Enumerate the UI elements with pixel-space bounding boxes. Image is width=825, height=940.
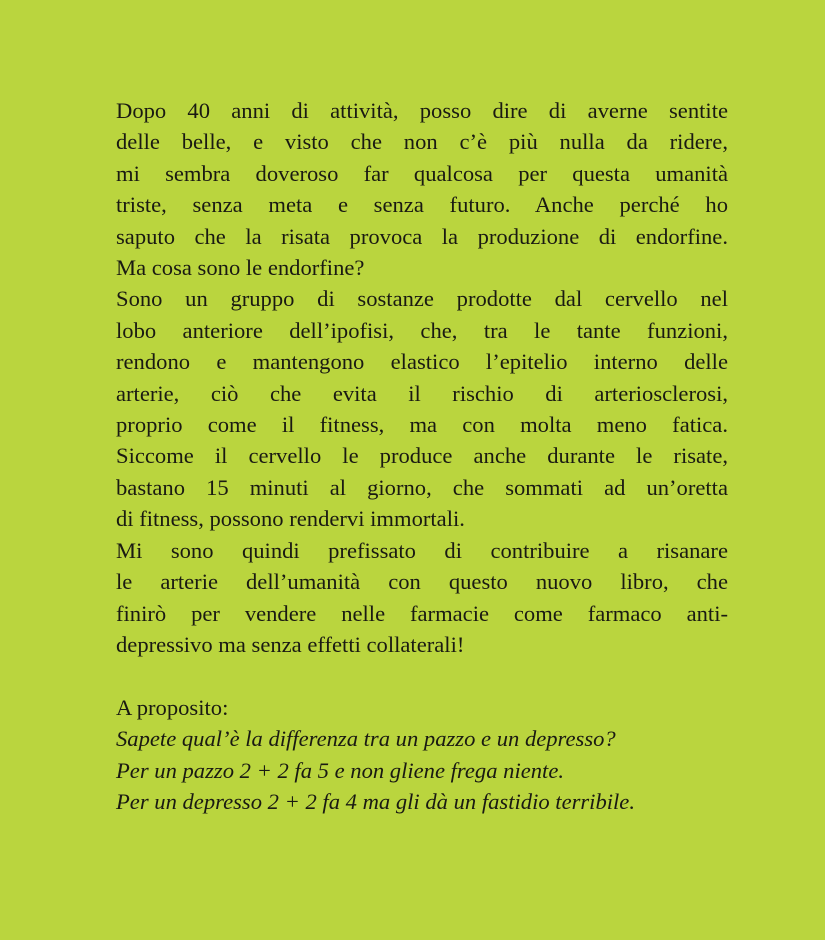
paragraph-3-line-3: finirò per vendere nelle farmacie come farmaco anti- (116, 600, 728, 626)
paragraph-2-line-7: bastano 15 minuti al giorno, che sommati ad un’oretta (116, 474, 728, 500)
paragraph-1-line-6: Ma cosa sono le endorfine? (116, 255, 365, 281)
paragraph-2-line-6: Siccome il cervello le produce anche durante le risate, (116, 443, 728, 469)
paragraph-1-line-1: Dopo 40 anni di attività, posso dire di averne sentite (116, 98, 728, 123)
joke-line-2: Per un pazzo 2 + 2 fa 5 e non gliene frega niente. (116, 757, 565, 783)
paragraph-2-line-4: arterie, ciò che evita il rischio di arteriosclerosi, (116, 380, 728, 406)
paragraph-3-line-1: Mi sono quindi prefissato di contribuire a risanare (116, 537, 728, 563)
joke-line-3: Per un depresso 2 + 2 fa 4 ma gli dà un fastidio terribile. (116, 788, 635, 814)
paragraph-1-line-3: mi sembra doveroso far qualcosa per questa umanità (116, 160, 728, 186)
paragraph-1-line-5: saputo che la risata provoca la produzione di endorfine. (116, 223, 728, 249)
joke-line-1: Sapete qual’è la differenza tra un pazzo e un depresso? (116, 726, 616, 752)
paragraph-2-line-1: Sono un gruppo di sostanze prodotte dal cervello nel (116, 286, 728, 312)
paragraph-3-line-4: depressivo ma senza effetti collaterali! (116, 631, 465, 657)
cover-text (116, 95, 728, 817)
paragraph-2-line-5: proprio come il fitness, ma con molta meno fatica. (116, 412, 728, 438)
paragraph-1-line-4: triste, senza meta e senza futuro. Anche perché ho (116, 192, 728, 218)
paragraph-3-line-2: le arterie dell’umanità con questo nuovo libro, che (116, 569, 728, 595)
joke-intro: A proposito: (116, 694, 229, 720)
paragraph-2-line-2: lobo anteriore dell’ipofisi, che, tra le tante funzioni, (116, 317, 728, 343)
blank-spacer (116, 660, 728, 691)
paragraph-1-line-2: delle belle, e visto che non c’è più nulla da ridere, (116, 129, 728, 155)
paragraph-2-line-3: rendono e mantengono elastico l’epitelio interno delle (116, 349, 728, 375)
paragraph-2-line-8: di fitness, possono rendervi immortali. (116, 506, 465, 532)
